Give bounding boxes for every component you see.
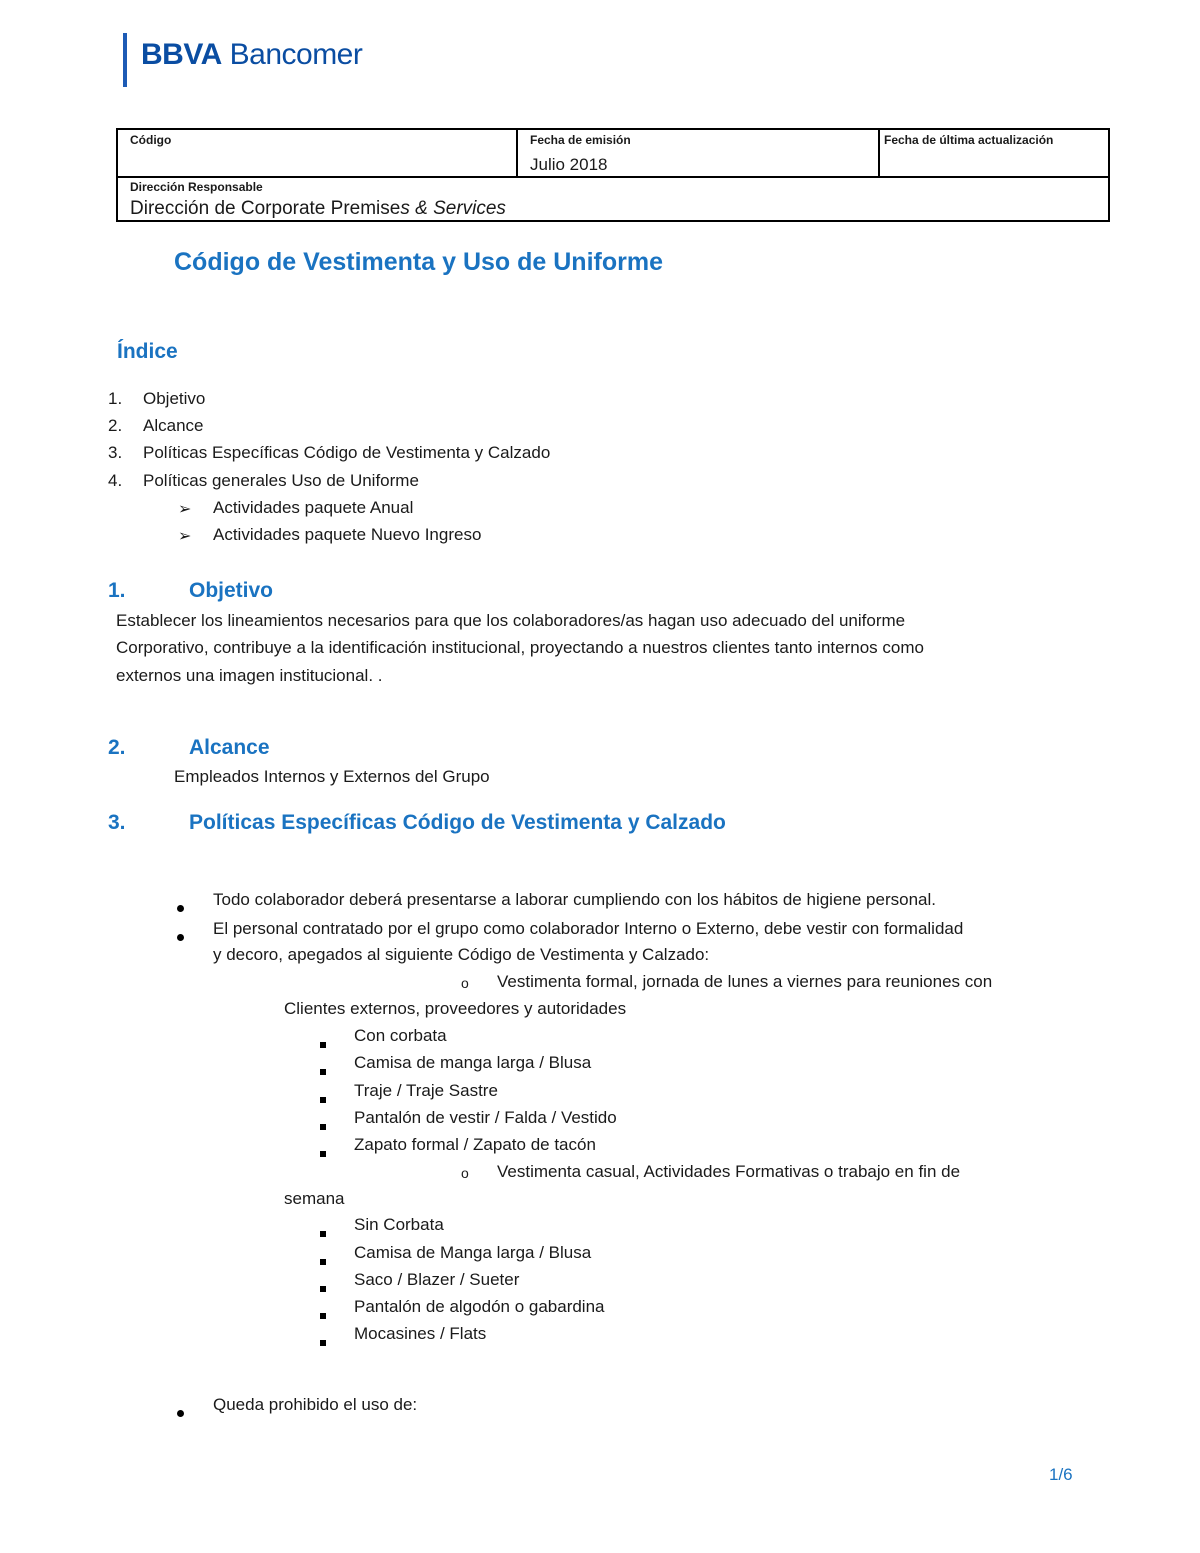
index-item-1: Objetivo — [143, 389, 206, 408]
arrow-bullet-icon: ➢ — [178, 528, 192, 545]
casual-item-5: Mocasines / Flats — [354, 1324, 487, 1343]
codigo-label: Código — [130, 133, 172, 147]
bullet-dot-icon — [177, 897, 184, 917]
header-row-2 — [118, 178, 1108, 220]
index-subitem-1: Actividades paquete Anual — [213, 498, 414, 517]
section-2-heading: Alcance — [189, 736, 270, 759]
fecha-emision-label: Fecha de emisión — [530, 133, 631, 147]
direccion-label: Dirección Responsable — [130, 180, 263, 194]
section-3-heading: Políticas Específicas Código de Vestimenta y Calzado — [189, 811, 726, 834]
square-bullet-icon — [320, 1115, 326, 1135]
index-item-3: Políticas Específicas Código de Vestimenta y Calzado — [143, 443, 551, 462]
square-bullet-icon — [320, 1033, 326, 1053]
index-item-4: Políticas generales Uso de Uniforme — [143, 471, 419, 490]
index-item-2: Alcance — [143, 416, 204, 435]
formal-heading-line-1: Vestimenta formal, jornada de lunes a viernes para reuniones con — [497, 972, 993, 991]
bullet-dot-icon — [177, 926, 184, 946]
square-bullet-icon — [320, 1331, 326, 1351]
index-subitem-2: Actividades paquete Nuevo Ingreso — [213, 525, 482, 544]
section-1-line-3: externos una imagen institucional. . — [116, 666, 383, 685]
casual-item-4: Pantalón de algodón o gabardina — [354, 1297, 605, 1316]
formal-item-2: Camisa de manga larga / Blusa — [354, 1053, 592, 1072]
logo-bar — [123, 33, 127, 87]
formal-item-1: Con corbata — [354, 1026, 447, 1045]
square-bullet-icon — [320, 1142, 326, 1162]
formal-item-4: Pantalón de vestir / Falda / Vestido — [354, 1108, 617, 1127]
fecha-emision-value: Julio 2018 — [530, 155, 608, 174]
section-2-number: 2. — [108, 736, 126, 759]
section-3-bullet-2-line-2: y decoro, apegados al siguiente Código de Vestimenta y Calzado: — [213, 945, 710, 964]
codigo-cell — [118, 130, 518, 176]
document-header-table — [116, 128, 1110, 222]
index-heading: Índice — [117, 340, 178, 363]
bullet-dot-icon — [177, 1402, 184, 1422]
index-num-4: 4. — [108, 471, 123, 490]
section-3-number: 3. — [108, 811, 126, 834]
section-3-bullet-1: Todo colaborador deberá presentarse a laborar cumpliendo con los hábitos de higiene personal. — [213, 890, 936, 909]
arrow-bullet-icon: ➢ — [178, 501, 192, 518]
section-1-line-1: Establecer los lineamientos necesarios para que los colaboradores/as hagan uso adecuado del uniforme — [116, 611, 906, 630]
section-1-heading: Objetivo — [189, 579, 274, 602]
index-num-3: 3. — [108, 443, 123, 462]
direccion-value-main: Dirección de Corporate Premise — [130, 198, 401, 219]
square-bullet-icon — [320, 1060, 326, 1080]
square-bullet-icon — [320, 1250, 326, 1270]
index-num-1: 1. — [108, 389, 123, 408]
circle-bullet-icon: o — [461, 975, 469, 991]
section-2-text: Empleados Internos y Externos del Grupo — [174, 767, 490, 786]
bbva-logo — [141, 38, 362, 72]
section-3-bullet-3: Queda prohibido el uso de: — [213, 1395, 418, 1414]
square-bullet-icon — [320, 1088, 326, 1108]
casual-item-3: Saco / Blazer / Sueter — [354, 1270, 520, 1289]
casual-heading-line-1: Vestimenta casual, Actividades Formativas o trabajo en fin de — [497, 1162, 961, 1181]
casual-item-2: Camisa de Manga larga / Blusa — [354, 1243, 592, 1262]
document-title: Código de Vestimenta y Uso de Uniforme — [174, 248, 663, 276]
formal-item-3: Traje / Traje Sastre — [354, 1081, 498, 1100]
casual-heading-line-2: semana — [284, 1189, 345, 1208]
logo-brand-bold: BBVA — [141, 38, 222, 71]
header-row-1 — [118, 130, 1108, 178]
square-bullet-icon — [320, 1222, 326, 1242]
square-bullet-icon — [320, 1304, 326, 1324]
section-3-bullet-2-line-1: El personal contratado por el grupo como colaborador Interno o Externo, debe vestir con formalidad — [213, 919, 964, 938]
fecha-actualizacion-cell — [880, 130, 1108, 176]
formal-item-5: Zapato formal / Zapato de tacón — [354, 1135, 596, 1154]
formal-heading-line-2: Clientes externos, proveedores y autoridades — [284, 999, 627, 1018]
circle-bullet-icon: o — [461, 1165, 469, 1181]
fecha-actualizacion-label: Fecha de última actualización — [884, 133, 1054, 147]
logo-brand-rest: Bancomer — [229, 38, 363, 71]
casual-item-1: Sin Corbata — [354, 1215, 444, 1234]
fecha-emision-cell — [518, 130, 880, 176]
direccion-value — [130, 198, 506, 220]
page-number: 1/6 — [1049, 1465, 1073, 1484]
section-1-number: 1. — [108, 579, 126, 602]
section-1-line-2: Corporativo, contribuye a la identificación institucional, proyectando a nuestros clientes tanto internos como — [116, 638, 924, 657]
direccion-value-italic: s & Services — [400, 198, 506, 219]
square-bullet-icon — [320, 1277, 326, 1297]
index-num-2: 2. — [108, 416, 123, 435]
